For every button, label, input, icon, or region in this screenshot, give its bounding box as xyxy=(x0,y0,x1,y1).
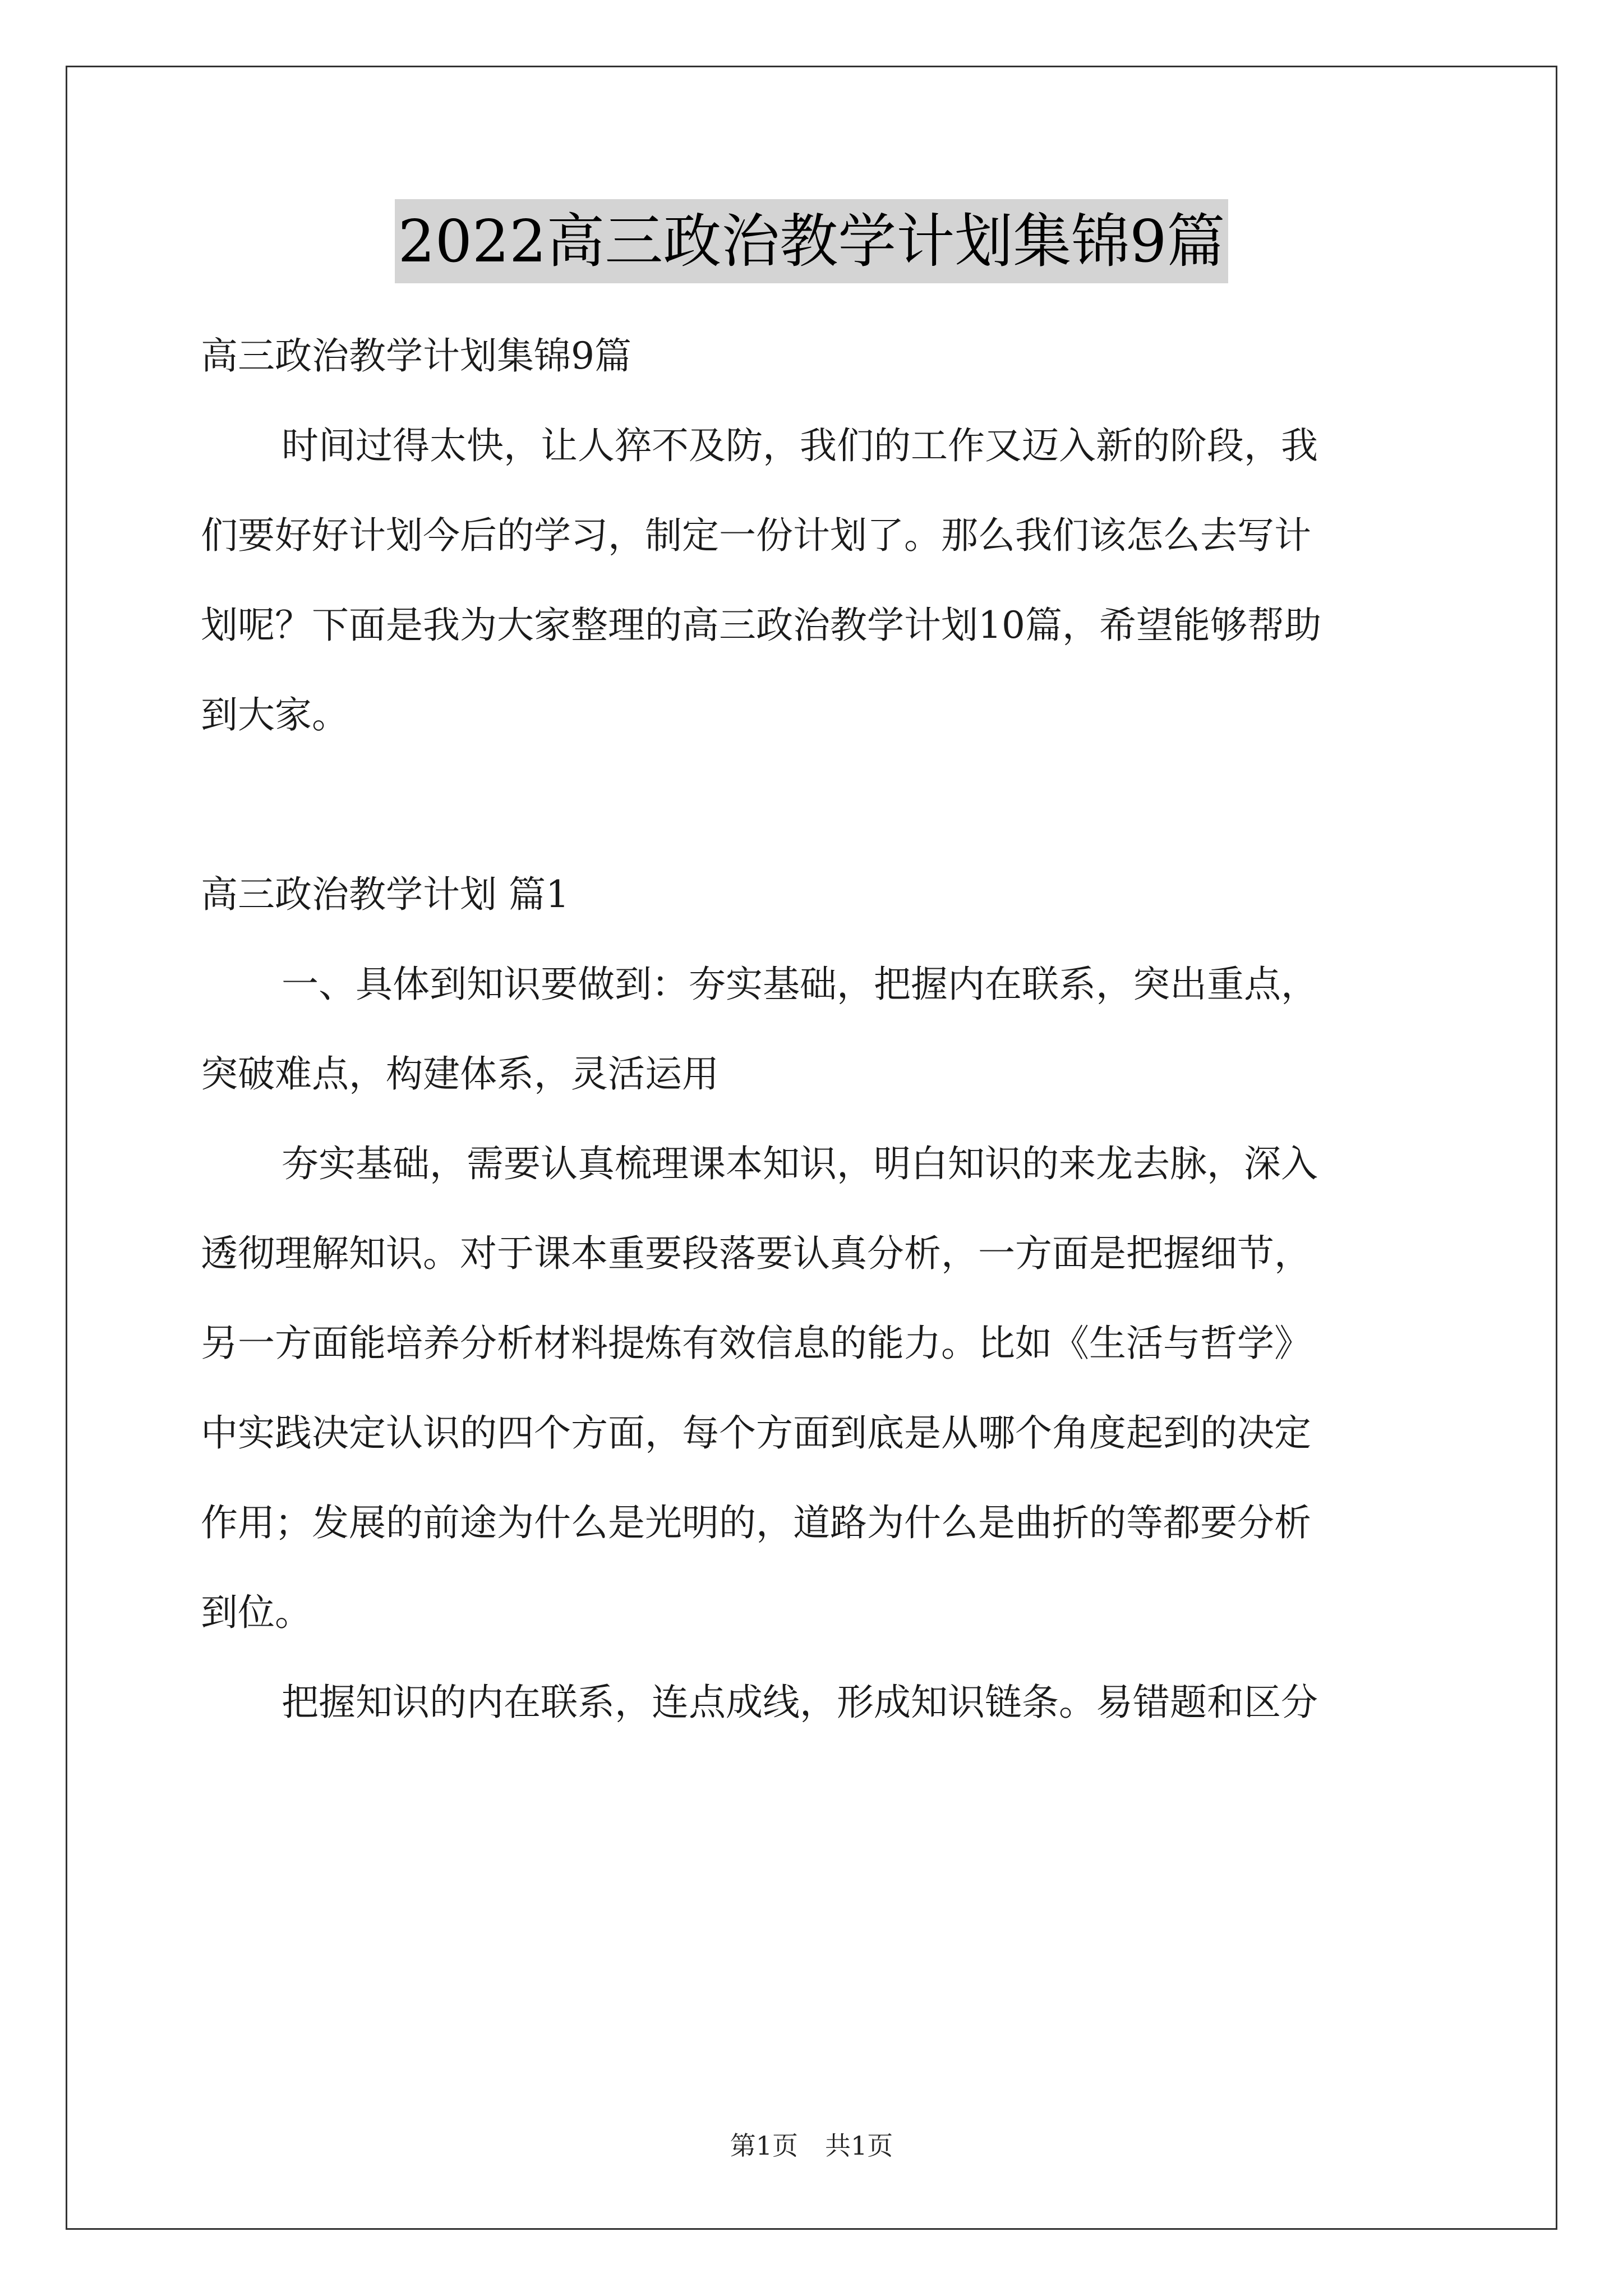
section-heading: 高三政治教学计划 篇1 xyxy=(201,873,569,916)
text-line: 划呢？下面是我为大家整理的高三政治教学计划10篇，希望能够帮助 xyxy=(201,604,1321,647)
intro-paragraph xyxy=(201,401,1423,760)
section-paragraph-1 xyxy=(201,940,1423,1119)
text-line: 们要好好计划今后的学习，制定一份计划了。那么我们该怎么去写计 xyxy=(201,514,1311,557)
document-body xyxy=(201,311,1423,1747)
text-line: 突破难点，构建体系，灵活运用 xyxy=(201,1052,719,1096)
text-line: 作用；发展的前途为什么是光明的，道路为什么是曲折的等都要分析 xyxy=(201,1501,1311,1544)
document-title: 2022高三政治教学计划集锦9篇 xyxy=(395,199,1229,283)
text-line: 一、具体到知识要做到：夯实基础，把握内在联系，突出重点， xyxy=(282,963,1318,1006)
blank-line xyxy=(201,760,1423,850)
subtitle: 高三政治教学计划集锦9篇 xyxy=(201,334,631,378)
text-line: 中实践决定认识的四个方面，每个方面到底是从哪个角度起到的决定 xyxy=(201,1411,1311,1455)
section-paragraph-2 xyxy=(201,1119,1423,1658)
page-footer xyxy=(0,2129,1623,2162)
title-area xyxy=(0,199,1623,283)
section-paragraph-3 xyxy=(201,1658,1423,1747)
text-line: 夯实基础，需要认真梳理课本知识，明白知识的来龙去脉，深入 xyxy=(282,1142,1318,1185)
text-line: 把握知识的内在联系，连点成线，形成知识链条。易错题和区分 xyxy=(282,1681,1318,1724)
text-line: 到大家。 xyxy=(201,693,349,737)
page-total: 共1页 xyxy=(825,2131,893,2161)
text-line: 时间过得太快，让人猝不及防，我们的工作又迈入新的阶段，我 xyxy=(282,424,1318,467)
text-line: 透彻理解知识。对于课本重要段落要认真分析，一方面是把握细节， xyxy=(201,1232,1311,1275)
page-number: 第1页 xyxy=(730,2131,798,2161)
text-line: 另一方面能培养分析材料提炼有效信息的能力。比如《生活与哲学》 xyxy=(201,1322,1311,1365)
text-line: 到位。 xyxy=(201,1591,312,1634)
